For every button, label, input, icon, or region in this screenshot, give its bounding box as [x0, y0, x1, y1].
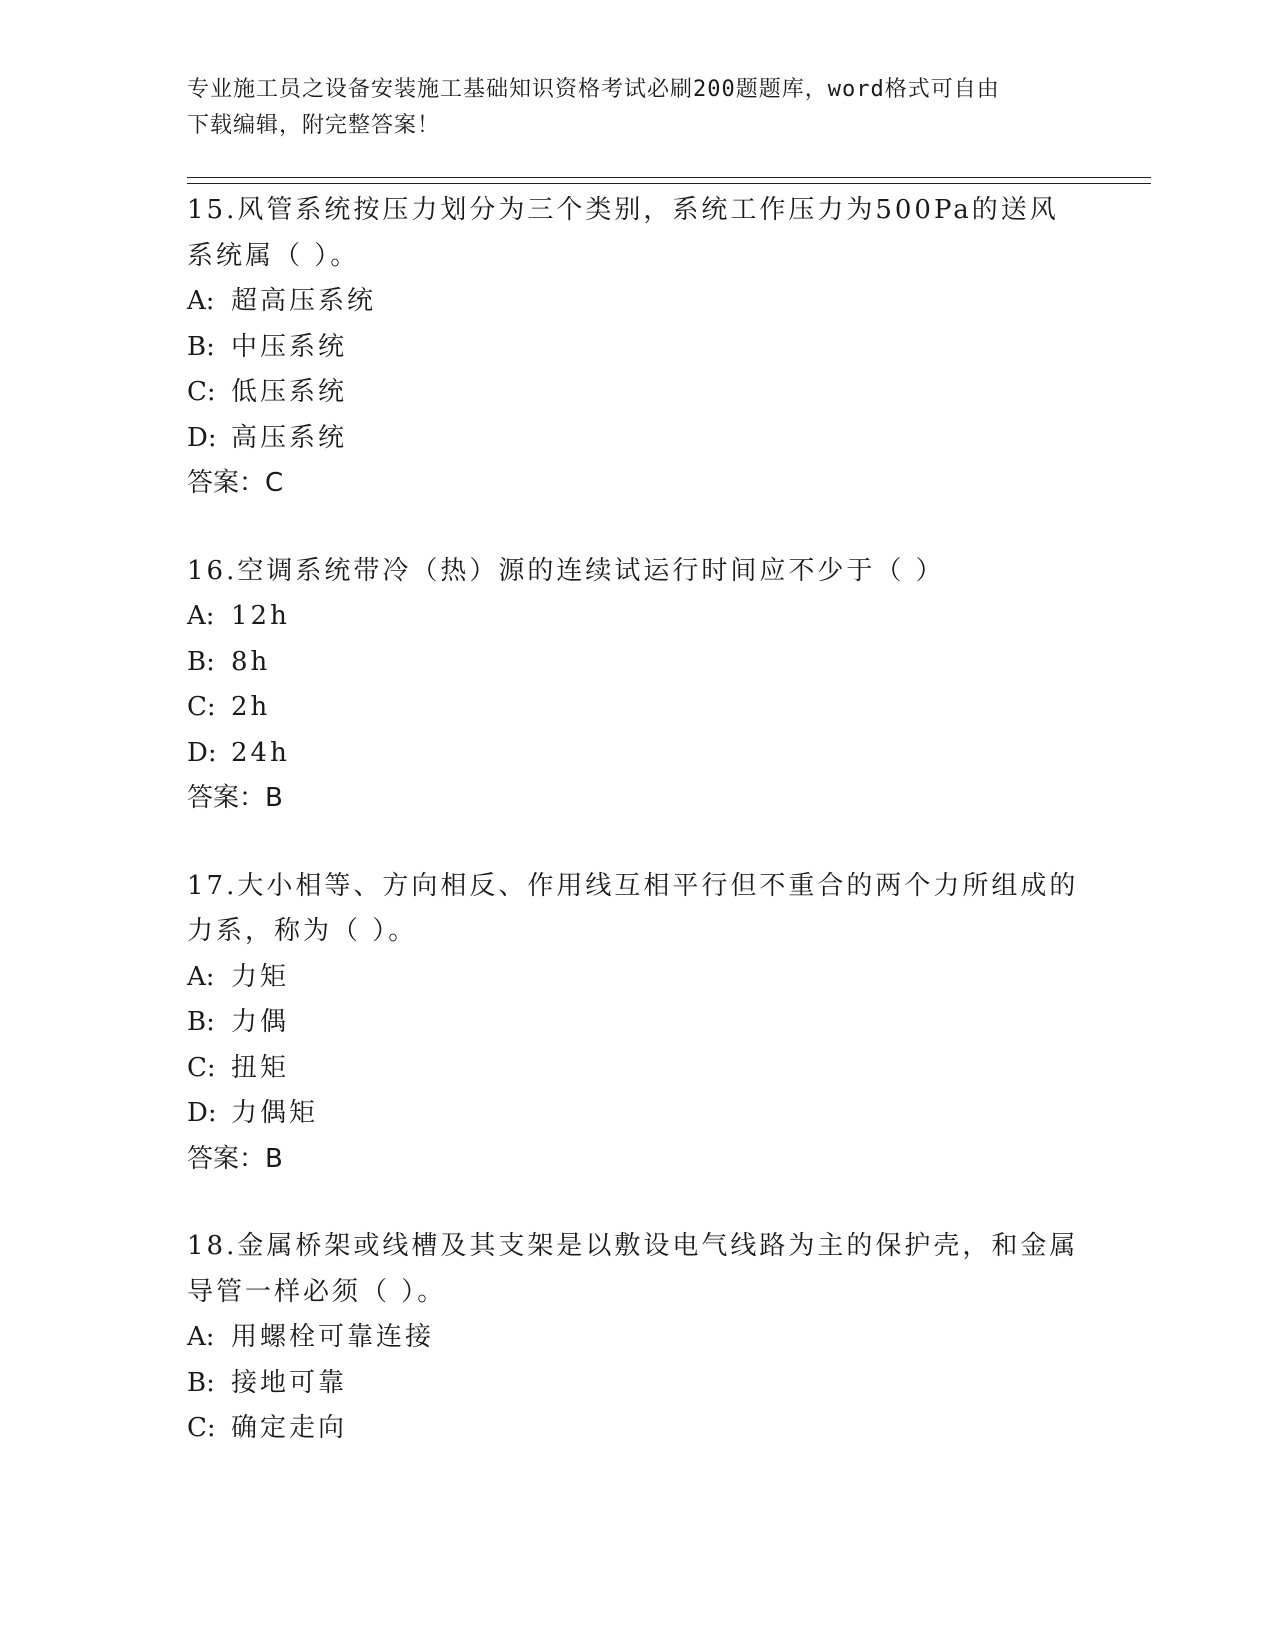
option-c: [187, 370, 1087, 416]
option-text: 12h: [231, 601, 290, 631]
option-a: [187, 279, 1087, 325]
option-d: [187, 416, 1087, 462]
header-line-2: 下载编辑，附完整答案！: [187, 113, 441, 138]
option-key: D:: [187, 737, 217, 768]
option-text: 2h: [231, 692, 271, 722]
question-17: [187, 864, 1087, 1183]
option-c: [187, 685, 1087, 731]
option-text: 确定走向: [231, 1413, 348, 1443]
answer-line: 答案：C: [187, 468, 284, 498]
question-list: [187, 188, 1087, 1494]
option-key: A:: [187, 961, 215, 992]
option-d: [187, 1091, 1087, 1137]
option-key: D:: [187, 422, 217, 453]
option-text: 低压系统: [231, 377, 348, 407]
header-divider-top: [187, 177, 1151, 178]
answer-line: 答案：B: [187, 1143, 283, 1174]
option-key: C:: [187, 692, 216, 722]
option-text: 高压系统: [231, 422, 348, 453]
option-key: A:: [187, 1322, 215, 1352]
option-text: 24h: [231, 737, 290, 768]
question-stem: 15.风管系统按压力划分为三个类别，系统工作压力为500Pa的送风系统属（ ）。: [187, 195, 1059, 271]
option-b: [187, 640, 1087, 686]
option-c: [187, 1046, 1087, 1092]
option-key: C:: [187, 1052, 216, 1083]
option-key: A:: [187, 286, 215, 316]
option-key: D:: [187, 1098, 217, 1128]
option-text: 力偶矩: [231, 1098, 319, 1128]
option-text: 中压系统: [231, 331, 348, 362]
header-line-1: 专业施工员之设备安装施工基础知识资格考试必刷200题题库，word格式可自由: [187, 77, 1000, 102]
option-key: A:: [187, 601, 215, 631]
header-divider-bottom: [187, 183, 1151, 184]
option-text: 超高压系统: [231, 286, 377, 316]
document-header: [187, 72, 1067, 144]
option-text: 力矩: [231, 961, 290, 992]
option-text: 8h: [231, 646, 271, 677]
question-16: [187, 549, 1087, 822]
option-text: 力偶: [231, 1007, 290, 1037]
option-a: [187, 594, 1087, 640]
option-text: 用螺栓可靠连接: [231, 1322, 435, 1352]
option-a: [187, 1315, 1087, 1361]
option-key: B:: [187, 1007, 215, 1037]
option-b: [187, 1361, 1087, 1407]
option-key: B:: [187, 1367, 215, 1398]
option-text: 接地可靠: [231, 1367, 348, 1398]
option-b: [187, 325, 1087, 371]
question-15: [187, 188, 1087, 507]
option-key: B:: [187, 331, 215, 362]
answer-line: 答案：B: [187, 783, 283, 813]
option-key: B:: [187, 646, 215, 677]
option-d: [187, 731, 1087, 777]
question-stem: 17.大小相等、方向相反、作用线互相平行但不重合的两个力所组成的力系，称为（ ）。: [187, 870, 1079, 946]
option-key: C:: [187, 377, 216, 407]
option-text: 扭矩: [231, 1052, 290, 1083]
option-key: C:: [187, 1413, 216, 1443]
question-18: [187, 1224, 1087, 1452]
option-c: [187, 1406, 1087, 1452]
option-a: [187, 955, 1087, 1001]
option-b: [187, 1000, 1087, 1046]
question-stem: 16.空调系统带冷（热）源的连续试运行时间应不少于（ ）: [187, 555, 945, 586]
question-stem: 18.金属桥架或线槽及其支架是以敷设电气线路为主的保护壳，和金属导管一样必须（ ）。: [187, 1231, 1079, 1307]
